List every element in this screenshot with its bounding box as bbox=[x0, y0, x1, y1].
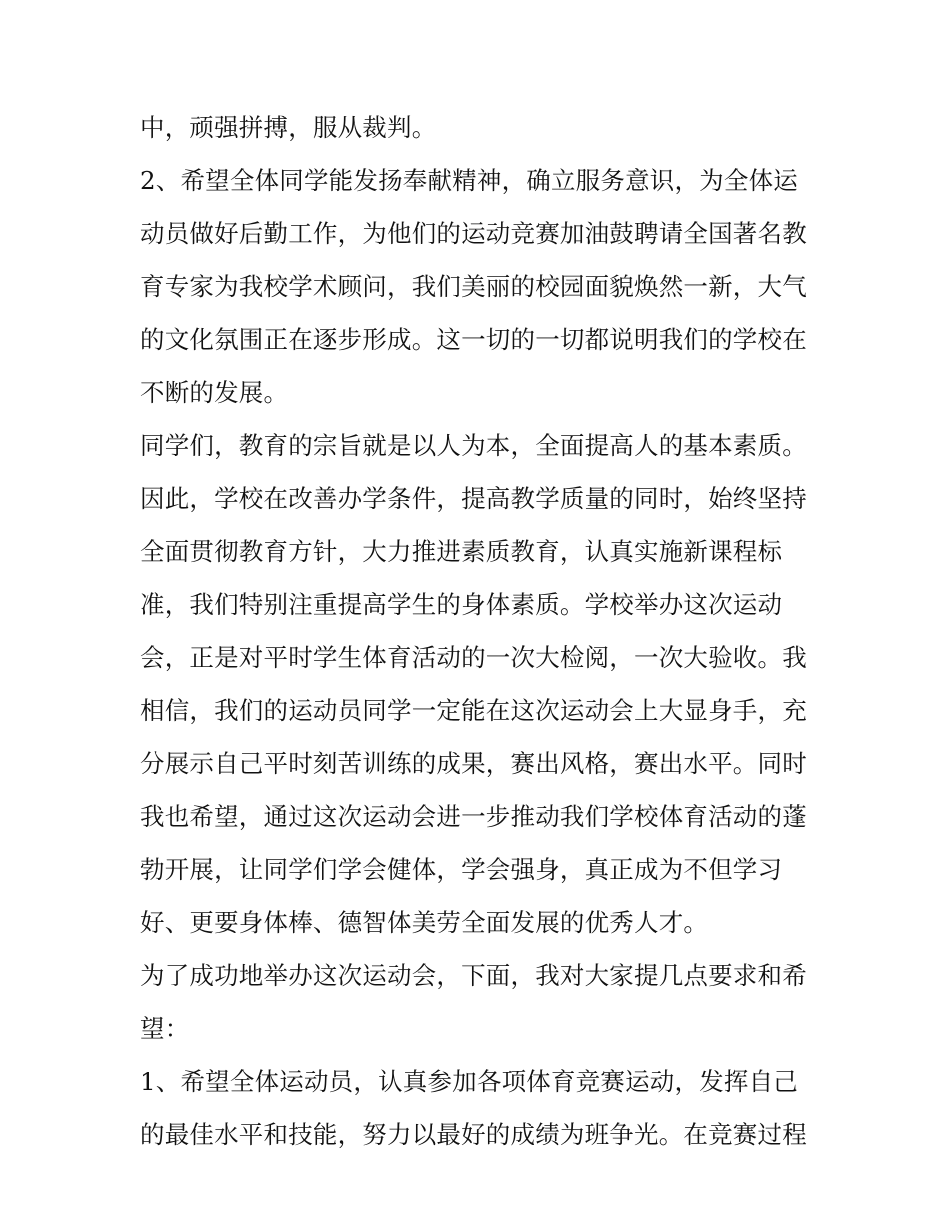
text-line: 相信，我们的运动员同学一定能在这次运动会上大显身手，充 bbox=[140, 696, 807, 725]
text-line: 望： bbox=[140, 1014, 190, 1043]
text-line: 的最佳水平和技能，努力以最好的成绩为班争光。在竞赛过程 bbox=[140, 1120, 807, 1149]
text-line: 的文化氛围正在逐步形成。这一切的一切都说明我们的学校在 bbox=[140, 325, 807, 354]
text-line: 为了成功地举办这次运动会，下面，我对大家提几点要求和希 bbox=[140, 961, 807, 990]
text-line: 中，顽强拼搏，服从裁判。 bbox=[140, 113, 437, 142]
text-line: 准，我们特别注重提高学生的身体素质。学校举办这次运动 bbox=[140, 590, 783, 619]
text-line: 好、更要身体棒、德智体美劳全面发展的优秀人才。 bbox=[140, 908, 709, 937]
text-line: 因此，学校在改善办学条件，提高教学质量的同时，始终坚持 bbox=[140, 484, 807, 513]
text-line: 我也希望，通过这次运动会进一步推动我们学校体育活动的蓬 bbox=[140, 802, 807, 831]
text-line: 勃开展，让同学们学会健体，学会强身，真正成为不但学习 bbox=[140, 855, 783, 884]
text-line: 动员做好后勤工作，为他们的运动竞赛加油鼓聘请全国著名教 bbox=[140, 219, 807, 248]
text-line: 全面贯彻教育方针，大力推进素质教育，认真实施新课程标 bbox=[140, 537, 783, 566]
text-line: 会，正是对平时学生体育活动的一次大检阅，一次大验收。我 bbox=[140, 643, 807, 672]
text-line: 2、希望全体同学能发扬奉献精神，确立服务意识，为全体运 bbox=[140, 166, 798, 195]
text-line: 分展示自己平时刻苦训练的成果，赛出风格，赛出水平。同时 bbox=[140, 749, 807, 778]
text-line: 同学们，教育的宗旨就是以人为本，全面提高人的基本素质。 bbox=[140, 431, 807, 460]
text-line: 育专家为我校学术顾问，我们美丽的校园面貌焕然一新，大气 bbox=[140, 272, 807, 301]
text-line: 1、希望全体运动员，认真参加各项体育竞赛运动，发挥自己 bbox=[140, 1067, 798, 1096]
text-line: 不断的发展。 bbox=[140, 378, 289, 407]
